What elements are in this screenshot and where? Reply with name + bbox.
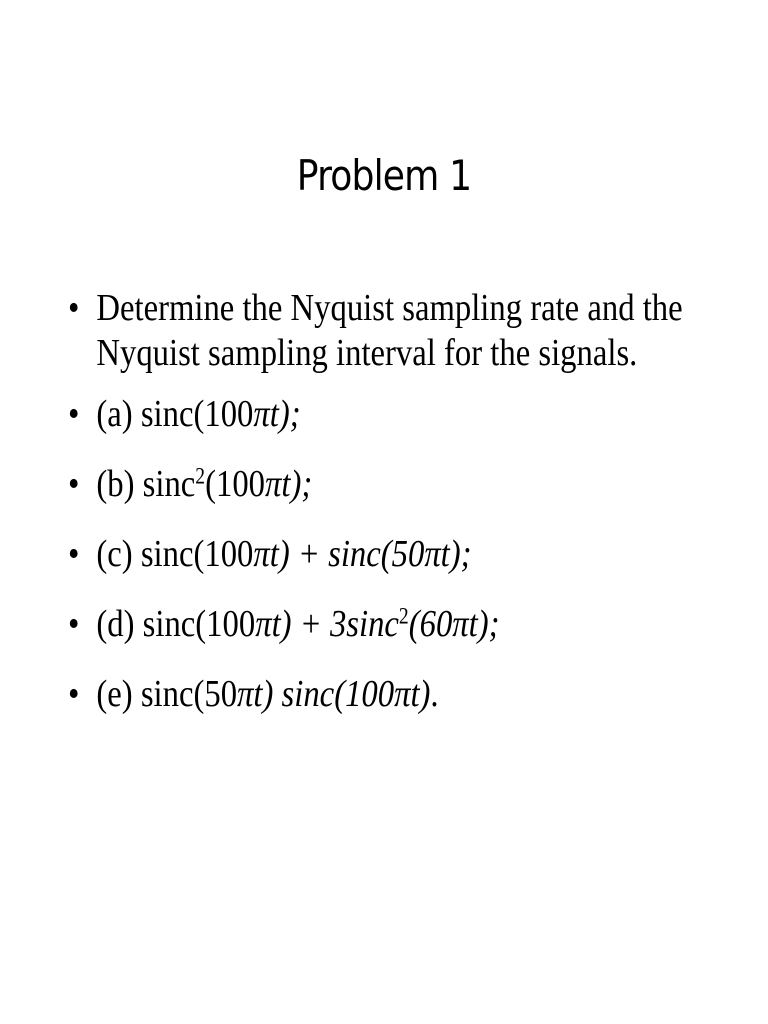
formula-part: πt) sinc(100πt) bbox=[237, 673, 431, 715]
formula-part: sinc(100 bbox=[142, 603, 256, 645]
formula-part: (60πt); bbox=[408, 603, 500, 645]
formula-part: πt) + 3sinc bbox=[255, 603, 399, 645]
bullet-item bbox=[68, 392, 653, 437]
formula-part: . bbox=[430, 673, 439, 715]
formula-part: (100 bbox=[205, 463, 266, 505]
bullet-dot-icon: • bbox=[68, 287, 80, 329]
bullet-dot-icon: • bbox=[68, 673, 80, 715]
formula-part: πt) + sinc(50πt); bbox=[253, 533, 472, 575]
formula-part: πt); bbox=[253, 393, 301, 435]
item-label: (c) bbox=[96, 533, 141, 575]
bullet-dot-icon: • bbox=[68, 533, 80, 575]
item-label: (d) bbox=[96, 603, 143, 645]
bullet-item bbox=[68, 602, 653, 647]
formula-exponent: 2 bbox=[195, 463, 206, 489]
bullet-dot-icon: • bbox=[68, 603, 80, 645]
bullet-intro bbox=[68, 286, 683, 376]
formula-exponent: 2 bbox=[398, 603, 409, 629]
formula-part: sinc(100 bbox=[140, 393, 254, 435]
intro-line-2: Nyquist sampling interval for the signals. bbox=[96, 332, 638, 374]
item-label: (b) bbox=[96, 463, 143, 505]
intro-line-1: Determine the Nyquist sampling rate and the bbox=[96, 287, 683, 329]
formula-part: πt); bbox=[265, 463, 313, 505]
formula-part: sinc bbox=[142, 463, 196, 505]
bullet-item bbox=[68, 672, 653, 717]
slide-title: Problem 1 bbox=[296, 151, 472, 200]
bullet-dot-icon: • bbox=[68, 463, 80, 505]
formula-part: sinc(100 bbox=[140, 533, 254, 575]
item-label: (e) bbox=[96, 673, 141, 715]
bullet-item bbox=[68, 532, 653, 577]
item-label: (a) bbox=[96, 393, 141, 435]
formula-part: sinc(50 bbox=[140, 673, 238, 715]
bullet-list bbox=[68, 286, 748, 742]
bullet-dot-icon: • bbox=[68, 393, 80, 435]
bullet-item bbox=[68, 462, 653, 507]
